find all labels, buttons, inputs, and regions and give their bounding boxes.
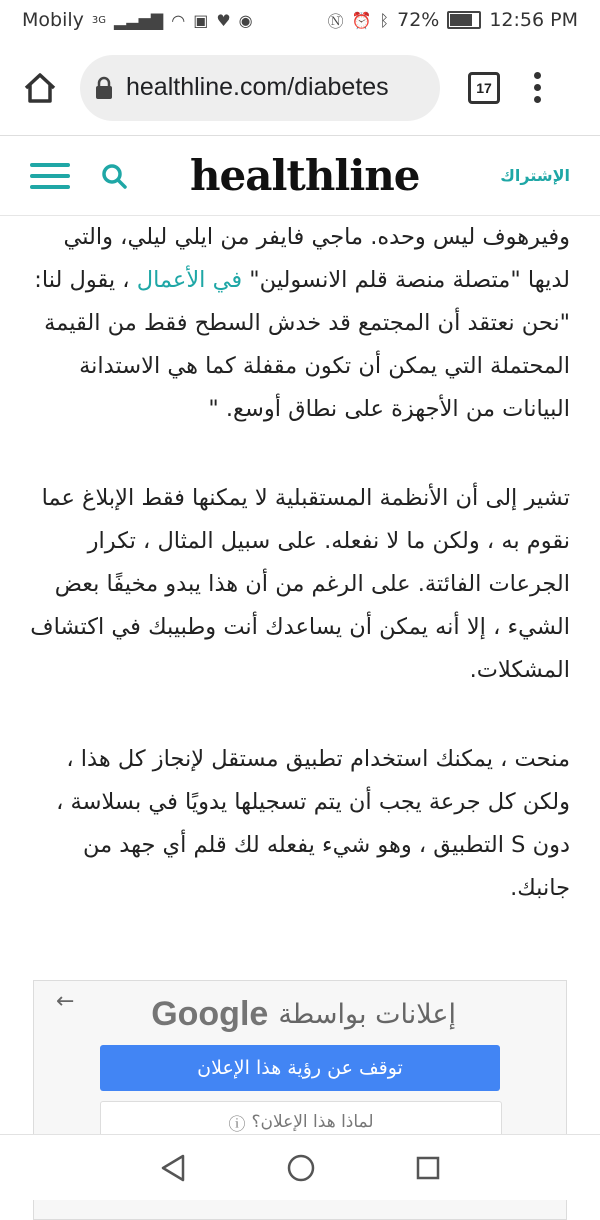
bluetooth-icon: ᛒ [379,10,390,30]
address-bar[interactable] [80,55,440,121]
image-icon: ▣ [193,10,209,30]
heart-icon: ♥ [216,10,231,30]
status-left [22,9,253,31]
url-text: healthline.com/diabetes [126,73,389,101]
back-arrow-icon[interactable]: ← [56,989,75,1014]
alarm-icon: ⏰ [351,10,372,30]
article-body [30,216,570,956]
system-nav-bar [0,1134,600,1200]
status-bar [0,0,600,40]
overflow-menu-button[interactable] [534,72,541,103]
article-paragraph: منحت ، يمكنك استخدام تطبيق مستقل لإنجاز كل هذا ، ولكن كل جرعة يجب أن يتم تسجيلها يدويًا في بسلاسة ، دون S التطبيق ، وهو شيء يفعله لك قلم أي جهد من جانبك. [56,746,570,901]
search-icon[interactable] [100,162,128,190]
stop-seeing-ad-button[interactable]: توقف عن رؤية هذا الإعلان [100,1045,500,1091]
recents-icon[interactable] [415,1155,441,1181]
site-header [0,136,600,216]
home-icon [22,70,58,106]
hamburger-menu-icon[interactable] [30,163,70,189]
inline-link[interactable]: في الأعمال [136,267,243,293]
subscribe-link[interactable]: الإشتراك [500,166,570,185]
network-type: 3G [91,14,107,26]
article-paragraph: تشير إلى أن الأنظمة المستقبلية لا يمكنها فقط الإبلاغ عما نقوم به ، ولكن ما لا نفعله. على سبيل المثال ، تكرار الجرعات الفائتة. على الرغم من أن هذا يبدو مخيفًا بعض الشيء ، إلا أنه يمكن أن يساعدك أنت وطبيبك في اكتشاف المشكلات. [30,485,570,683]
article-paragraph [30,216,570,431]
home-circle-icon[interactable] [286,1153,316,1183]
whatsapp-icon: ◉ [238,10,253,30]
ads-by-label: إعلانات بواسطة [278,999,456,1030]
clock: 12:56 PM [489,9,578,31]
lock-icon [94,76,114,100]
carrier-name: Mobily [22,9,84,31]
site-logo[interactable]: healthline [190,151,420,200]
ad-attribution [151,995,456,1034]
why-this-ad-label: لماذا هذا الإعلان؟ [251,1112,374,1132]
status-right [328,9,578,32]
dot-icon [534,72,541,79]
dot-icon [534,96,541,103]
wifi-icon: ◠ [171,10,186,30]
paragraph-text: وفيرهوف ليس وحده. ماجي فايفر من ايلي ليلي، والتي لديها "متصلة منصة قلم الانسولين" [63,224,570,293]
paragraph-text: ، يقول لنا: "نحن نعتقد أن المجتمع قد خدش السطح فقط من القيمة المحتملة التي يمكن أن تكون مقفلة كما هي الاستدانة البيانات من الأجهزة على نطاق أوسع. " [34,267,570,422]
nfc-icon: Ⓝ [327,11,344,31]
google-logo: Google [151,995,269,1033]
info-icon: ⓘ [228,1114,246,1135]
signal-icon: ▂▃▅▇ [114,10,164,30]
tab-switcher-button[interactable]: 17 [468,72,500,104]
battery-icon [447,11,481,29]
back-icon[interactable] [159,1153,187,1183]
browser-toolbar [0,40,600,136]
battery-percent: 72% [397,9,440,31]
home-button[interactable] [18,66,62,110]
dot-icon [534,84,541,91]
